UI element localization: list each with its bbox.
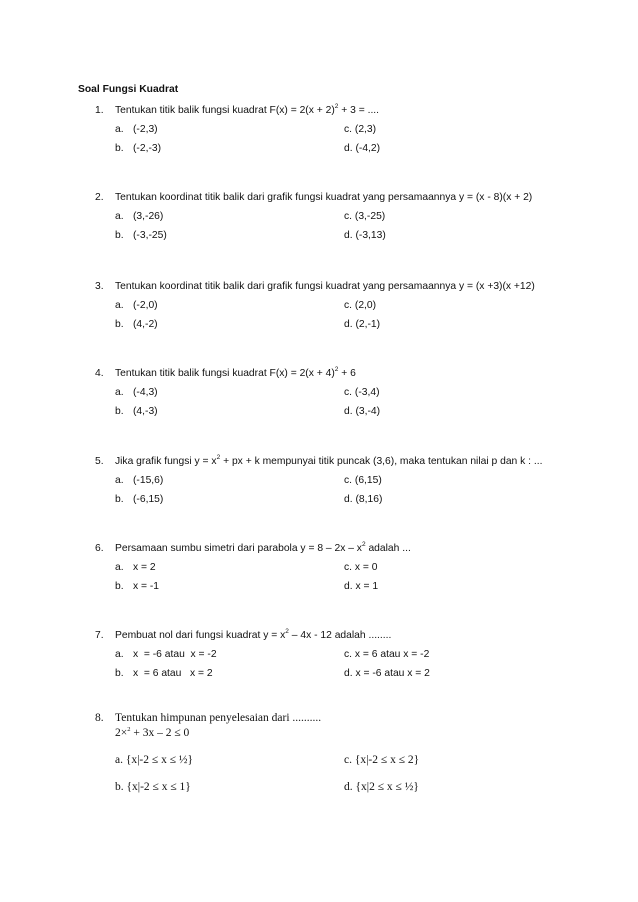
question-text: Tentukan titik balik fungsi kuadrat $F(x) = 2(x + 2)^2 + 3$ = .... — [115, 103, 380, 116]
option-c: c. (-3,4) — [344, 387, 380, 398]
option-b: b. (-3,-25) — [115, 230, 167, 241]
question-number: 4. — [95, 368, 104, 379]
option-d: d. (-4,2) — [344, 143, 381, 154]
option-a: a. (-2,0) — [115, 300, 158, 311]
option-c: c. (2,0) — [344, 300, 377, 311]
option-b: b. x = 6 atau x = 2 — [115, 668, 213, 679]
option-a: a. (-4,3) — [115, 387, 158, 398]
question-number: 5. — [95, 456, 104, 467]
question-text: Persamaan sumbu simetri dari parabola $y = 8 - 2x - x^2$ adalah ... — [115, 541, 411, 554]
option-b: b. x = -1 — [115, 581, 160, 592]
option-a: a. x = -6 atau x = -2 — [115, 649, 217, 660]
option-d: d. x = 1 — [344, 581, 379, 592]
option-b: b. {x|-2 ≤ x ≤ 1} — [115, 781, 191, 793]
option-c: c. (3,-25) — [344, 211, 386, 222]
option-c: c. (2,3) — [344, 124, 377, 135]
option-c: c. {x|-2 ≤ x ≤ 2} — [344, 754, 420, 766]
option-b: b. (-2,-3) — [115, 143, 162, 154]
option-b: b. (-6,15) — [115, 494, 164, 505]
question-number: 2. — [95, 192, 104, 203]
option-d: d. (3,-4) — [344, 406, 381, 417]
option-c: c. x = 0 — [344, 562, 378, 573]
question-number: 1. — [95, 105, 104, 116]
question-number: 3. — [95, 281, 104, 292]
option-a: a. {x|-2 ≤ x ≤ ½} — [115, 754, 194, 766]
option-d: d. (-3,13) — [344, 230, 386, 241]
option-a: a. x = 2 — [115, 562, 156, 573]
option-d: d. {x|2 ≤ x ≤ ½} — [344, 781, 419, 793]
question-number: 8. — [95, 712, 104, 724]
question-text: Tentukan koordinat titik balik dari grafik fungsi kuadrat yang persamaannya y = (x - 8)(x + 2) — [115, 192, 533, 203]
question-text: Tentukan himpunan penyelesaian dari .......... — [115, 712, 322, 724]
option-c: c. x = 6 atau x = -2 — [344, 649, 430, 660]
option-d: d. (8,16) — [344, 494, 383, 505]
question-number: 7. — [95, 630, 104, 641]
option-a: a. (3,-26) — [115, 211, 164, 222]
question-text: Tentukan titik balik fungsi kuadrat $F(x) = 2(x + 4)^2 + 6$ — [115, 366, 356, 379]
option-d: d. (2,-1) — [344, 319, 381, 330]
option-d: d. x = -6 atau x = 2 — [344, 668, 430, 679]
option-a: a. (-2,3) — [115, 124, 158, 135]
option-b: b. (4,-2) — [115, 319, 158, 330]
document-title: Soal Fungsi Kuadrat — [78, 84, 179, 95]
option-c: c. (6,15) — [344, 475, 382, 486]
question-text: Jika grafik fungsi $y = x^2$ + px + k mempunyai titik puncak (3,6), maka tentukan nilai p dan k : ... — [115, 454, 543, 467]
question-number: 6. — [95, 543, 104, 554]
option-a: a. (-15,6) — [115, 475, 164, 486]
option-b: b. (4,-3) — [115, 406, 158, 417]
question-text: Pembuat nol dari fungsi kuadrat $y = x^2 - 4x - 12$ adalah ........ — [115, 628, 392, 641]
question-text: Tentukan koordinat titik balik dari grafik fungsi kuadrat yang persamaannya y = (x +3)(x +12) — [115, 281, 535, 292]
inequality: 2×$^2$ + 3x – 2 ≤ 0 — [115, 726, 190, 739]
